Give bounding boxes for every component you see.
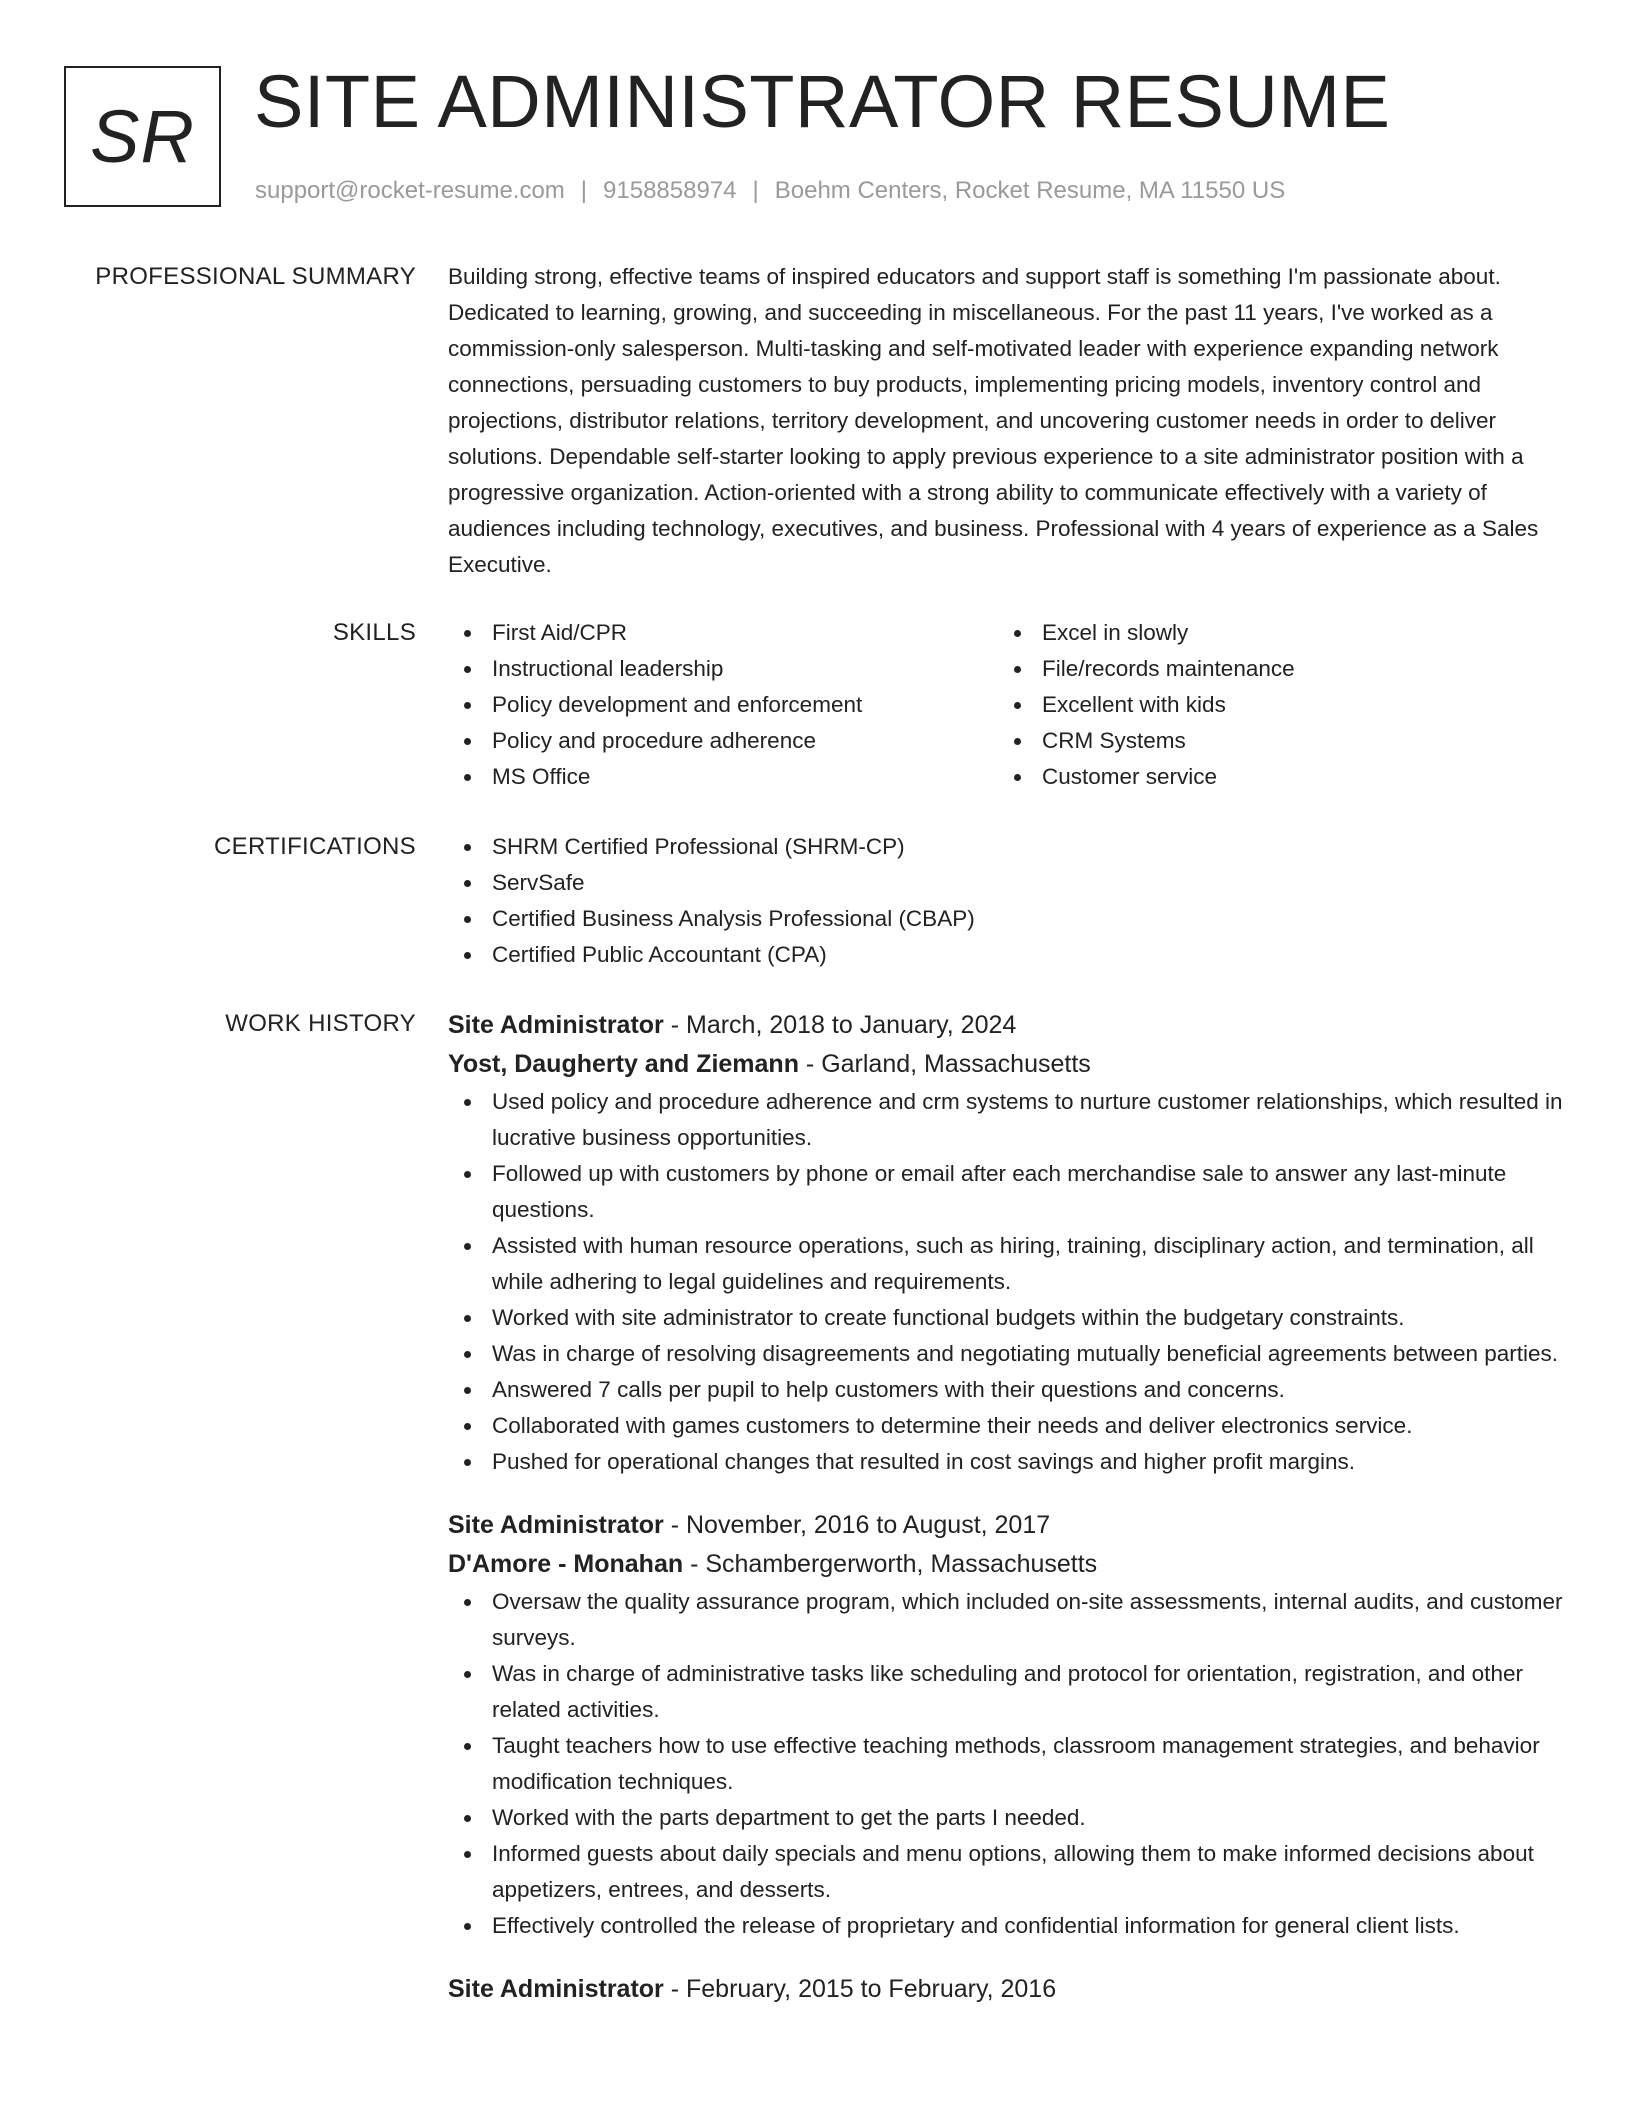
contact-separator: | bbox=[752, 177, 759, 204]
job-entry bbox=[448, 1506, 1568, 1944]
job-company: Yost, Daugherty and Ziemann bbox=[448, 1050, 799, 1078]
job-bullets bbox=[448, 1084, 1568, 1480]
job-title: Site Administrator bbox=[448, 1011, 664, 1039]
job-dates: - March, 2018 to January, 2024 bbox=[663, 1011, 1017, 1039]
list-item: CRM Systems bbox=[998, 723, 1548, 759]
list-item: Policy development and enforcement bbox=[448, 687, 998, 723]
list-item: Informed guests about daily specials and menu options, allowing them to make informed decisions about appetizers, entrees, and desserts. bbox=[448, 1836, 1568, 1908]
job-location: - Schambergerworth, Massachusetts bbox=[683, 1550, 1098, 1578]
list-item: Excellent with kids bbox=[998, 687, 1548, 723]
contact-address: Boehm Centers, Rocket Resume, MA 11550 US bbox=[774, 177, 1286, 204]
list-item: MS Office bbox=[448, 759, 998, 795]
job-entry bbox=[448, 1970, 1568, 2009]
list-item: Instructional leadership bbox=[448, 651, 998, 687]
section-label-summary: PROFESSIONAL SUMMARY bbox=[95, 263, 416, 290]
list-item: Was in charge of resolving disagreements and negotiating mutually beneficial agreements between parties. bbox=[448, 1336, 1568, 1372]
list-item: Certified Public Accountant (CPA) bbox=[448, 937, 1568, 973]
skills-body bbox=[448, 615, 1568, 795]
job-title: Site Administrator bbox=[448, 1511, 664, 1539]
section-label-skills: SKILLS bbox=[332, 619, 416, 646]
skills-list-right bbox=[998, 615, 1548, 795]
list-item: Excel in slowly bbox=[998, 615, 1548, 651]
list-item: Policy and procedure adherence bbox=[448, 723, 998, 759]
list-item: Collaborated with games customers to determine their needs and deliver electronics service. bbox=[448, 1408, 1568, 1444]
certifications-body bbox=[448, 829, 1568, 973]
skills-list-left bbox=[448, 615, 998, 795]
job-dates: - November, 2016 to August, 2017 bbox=[663, 1511, 1051, 1539]
job-entry bbox=[448, 1006, 1568, 1480]
monogram-logo: SR bbox=[64, 66, 221, 207]
list-item: SHRM Certified Professional (SHRM-CP) bbox=[448, 829, 1568, 865]
page-title: SITE ADMINISTRATOR RESUME bbox=[254, 60, 1391, 143]
job-title-line bbox=[448, 1006, 1568, 1045]
contact-email[interactable]: support@rocket-resume.com bbox=[255, 177, 565, 204]
summary-body bbox=[448, 259, 1568, 583]
list-item: Was in charge of administrative tasks like scheduling and protocol for orientation, registration, and other related activities. bbox=[448, 1656, 1568, 1728]
section-label-certifications: CERTIFICATIONS bbox=[214, 833, 416, 860]
list-item: Answered 7 calls per pupil to help customers with their questions and concerns. bbox=[448, 1372, 1568, 1408]
list-item: Worked with site administrator to create functional budgets within the budgetary constraints. bbox=[448, 1300, 1568, 1336]
list-item: ServSafe bbox=[448, 865, 1568, 901]
job-title-line bbox=[448, 1506, 1568, 1545]
certifications-list bbox=[448, 829, 1568, 973]
job-location: - Garland, Massachusetts bbox=[798, 1050, 1091, 1078]
job-company-line bbox=[448, 1545, 1568, 1584]
list-item: Pushed for operational changes that resulted in cost savings and higher profit margins. bbox=[448, 1444, 1568, 1480]
list-item: Effectively controlled the release of proprietary and confidential information for general client lists. bbox=[448, 1908, 1568, 1944]
job-dates: - February, 2015 to February, 2016 bbox=[663, 1975, 1057, 2003]
list-item: Followed up with customers by phone or email after each merchandise sale to answer any last-minute questions. bbox=[448, 1156, 1568, 1228]
job-title-line bbox=[448, 1970, 1568, 2009]
list-item: Oversaw the quality assurance program, which included on-site assessments, internal audits, and customer surveys. bbox=[448, 1584, 1568, 1656]
contact-line bbox=[255, 174, 1285, 208]
list-item: Certified Business Analysis Professional (CBAP) bbox=[448, 901, 1568, 937]
section-label-work-history: WORK HISTORY bbox=[225, 1010, 416, 1037]
list-item: Worked with the parts department to get the parts I needed. bbox=[448, 1800, 1568, 1836]
summary-text: Building strong, effective teams of inspired educators and support staff is something I'm passionate about. Dedicated to learning, growing, and succeeding in miscellaneous. For the past 11 years, I've worked as a commission-only salesperson. Multi-tasking and self-motivated leader with experience expanding network connections, persuading customers to buy products, implementing pricing models, inventory control and projections, distributor relations, territory development, and uncovering customer needs in order to deliver solutions. Dependable self-starter looking to apply previous experience to a site administrator position with a progressive organization. Action-oriented with a strong ability to communicate effectively with a variety of audiences including technology, executives, and business. Professional with 4 years of experience as a Sales Executive. bbox=[448, 264, 1539, 577]
skills-columns bbox=[448, 615, 1568, 795]
contact-separator: | bbox=[580, 177, 588, 204]
list-item: File/records maintenance bbox=[998, 651, 1548, 687]
job-title: Site Administrator bbox=[448, 1975, 664, 2003]
job-bullets bbox=[448, 1584, 1568, 1944]
list-item: Used policy and procedure adherence and crm systems to nurture customer relationships, which resulted in lucrative business opportunities. bbox=[448, 1084, 1568, 1156]
list-item: Customer service bbox=[998, 759, 1548, 795]
job-company-line bbox=[448, 1045, 1568, 1084]
list-item: Taught teachers how to use effective teaching methods, classroom management strategies, and behavior modification techniques. bbox=[448, 1728, 1568, 1800]
list-item: Assisted with human resource operations, such as hiring, training, disciplinary action, and termination, all while adhering to legal guidelines and requirements. bbox=[448, 1228, 1568, 1300]
contact-phone[interactable]: 9158858974 bbox=[603, 177, 737, 204]
job-company: D'Amore - Monahan bbox=[448, 1550, 684, 1578]
list-item: First Aid/CPR bbox=[448, 615, 998, 651]
work-history-body bbox=[448, 1006, 1568, 2035]
